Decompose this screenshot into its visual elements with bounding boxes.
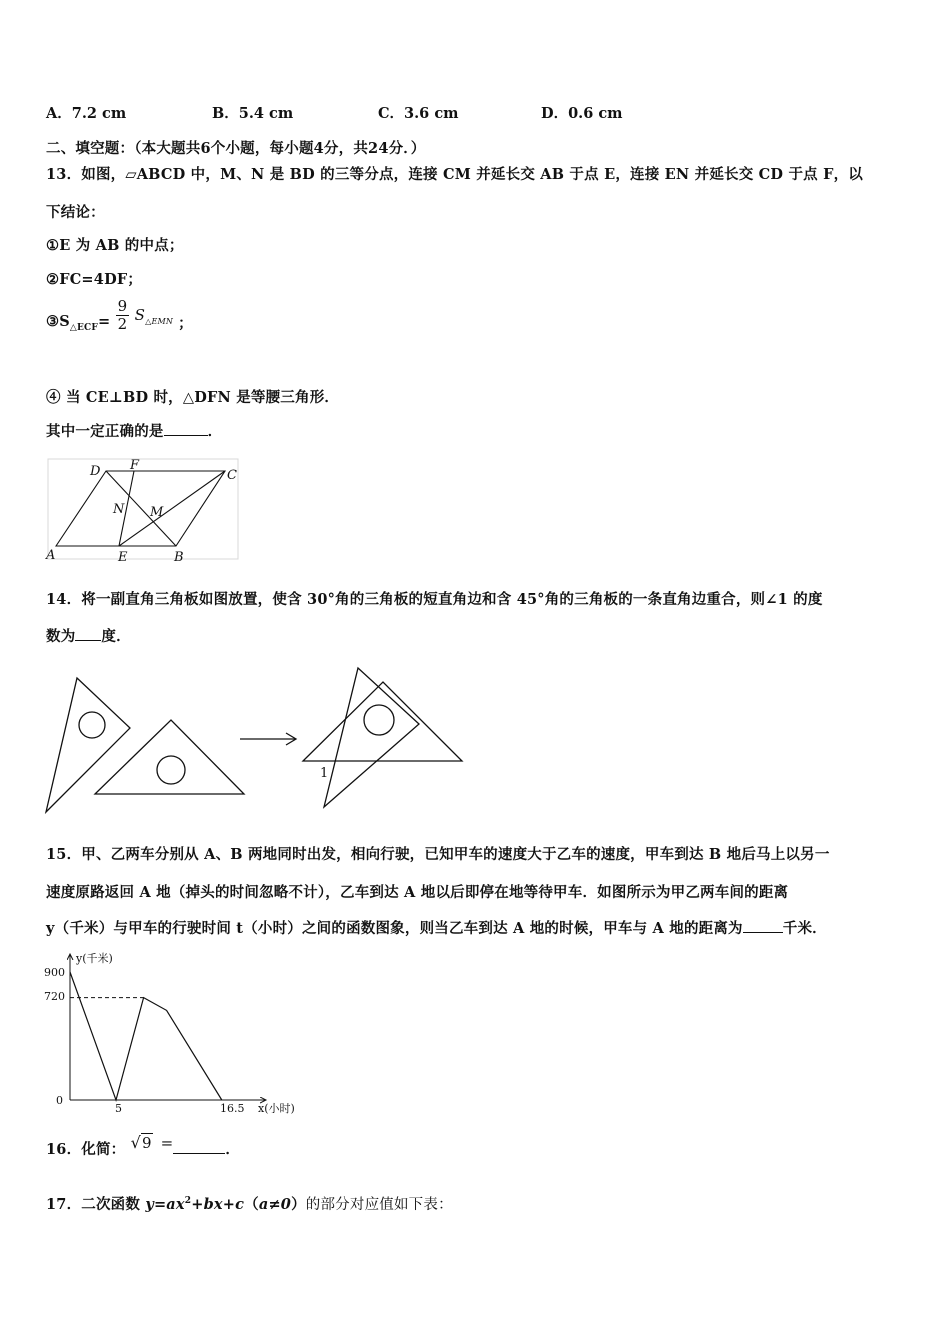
option-d: D．0.6 cm bbox=[541, 105, 623, 122]
q15-line2: 速度原路返回 A 地（掉头的时间忽略不计），乙车到达 A 地以后即停在地等待甲车．如图所示为甲乙两车间的距离 bbox=[46, 884, 789, 901]
q13-conclusion-4: ④ 当 CE⊥BD 时，△DFN 是等腰三角形． bbox=[46, 389, 340, 406]
q15-distance-chart bbox=[40, 948, 320, 1118]
x-tick-5: 5 bbox=[115, 1102, 122, 1115]
option-b: B．5.4 cm bbox=[212, 105, 294, 122]
label-F: F bbox=[130, 458, 140, 473]
label-M: M bbox=[150, 505, 164, 520]
q14-line1: 14．将一副直角三角板如图放置，使含 30°角的三角板的短直角边和含 45°角的三角板的一条直角边重合，则∠1 的度 bbox=[46, 591, 823, 608]
x-axis-label: x(小时) bbox=[258, 1102, 295, 1115]
y-tick-900: 900 bbox=[44, 966, 65, 979]
angle-1-label: 1 bbox=[320, 766, 329, 781]
q13-conclusion-2: ②FC=4DF； bbox=[46, 271, 143, 288]
y-axis-label: y(千米) bbox=[76, 952, 113, 965]
q16: 16．化简： √9 = ． bbox=[46, 1133, 241, 1158]
answer-blank bbox=[173, 1153, 225, 1154]
label-E: E bbox=[118, 550, 128, 565]
q13-parallelogram-figure bbox=[44, 455, 244, 565]
q13-line2: 下结论： bbox=[46, 204, 105, 221]
q13-conclusion-3: $③S_{\triangle ECF}=$ $\frac{9}{2}$ $S_{\triangle EMN}$ ； bbox=[46, 297, 193, 333]
x-tick-16-5: 16.5 bbox=[220, 1102, 245, 1115]
label-C: C bbox=[227, 468, 237, 483]
label-N: N bbox=[113, 502, 125, 517]
q15-line3: y（千米）与甲车的行驶时间 t（小时）之间的函数图象，则当乙车到达 A 地的时候，甲车与 A 地的距离为 千米． bbox=[46, 920, 827, 937]
label-D: D bbox=[90, 464, 101, 479]
y-tick-0: 0 bbox=[56, 1094, 63, 1107]
label-B: B bbox=[174, 550, 184, 565]
label-A: A bbox=[46, 548, 56, 563]
section-header: 二、填空题：（本大题共6个小题，每小题4分，共24分．） bbox=[46, 140, 426, 157]
q15-line1: 15．甲、乙两车分别从 A、B 两地同时出发，相向行驶，已知甲车的速度大于乙车的速度，甲车到达 B 地后马上以另一 bbox=[46, 846, 830, 863]
q17: 17．二次函数 $y=ax^2+bx+c(a\ne 0)$的部分对应值如下表： bbox=[46, 1196, 453, 1213]
sqrt-expression: √9 = bbox=[130, 1133, 174, 1152]
q14-set-squares-figure bbox=[40, 660, 470, 820]
q14-line2: 数为 度． bbox=[46, 628, 131, 645]
distance-series-line bbox=[70, 972, 222, 1100]
q13-ask: 其中一定正确的是 ． bbox=[46, 423, 223, 440]
q13-line1: 13．如图，▱ABCD 中，M、N 是 BD 的三等分点，连接 CM 并延长交 AB 于点 E，连接 EN 并延长交 CD 于点 F，以 bbox=[46, 166, 863, 183]
answer-blank bbox=[743, 932, 783, 933]
answer-blank bbox=[164, 435, 208, 436]
y-tick-720: 720 bbox=[44, 990, 65, 1003]
option-c: C．3.6 cm bbox=[378, 105, 459, 122]
q13-conclusion-1: ①E 为 AB 的中点； bbox=[46, 237, 184, 254]
fraction-nine-halves: $\frac{9}{2}$ bbox=[117, 297, 128, 333]
answer-blank bbox=[75, 640, 101, 641]
option-a: A．7.2 cm bbox=[46, 105, 127, 122]
